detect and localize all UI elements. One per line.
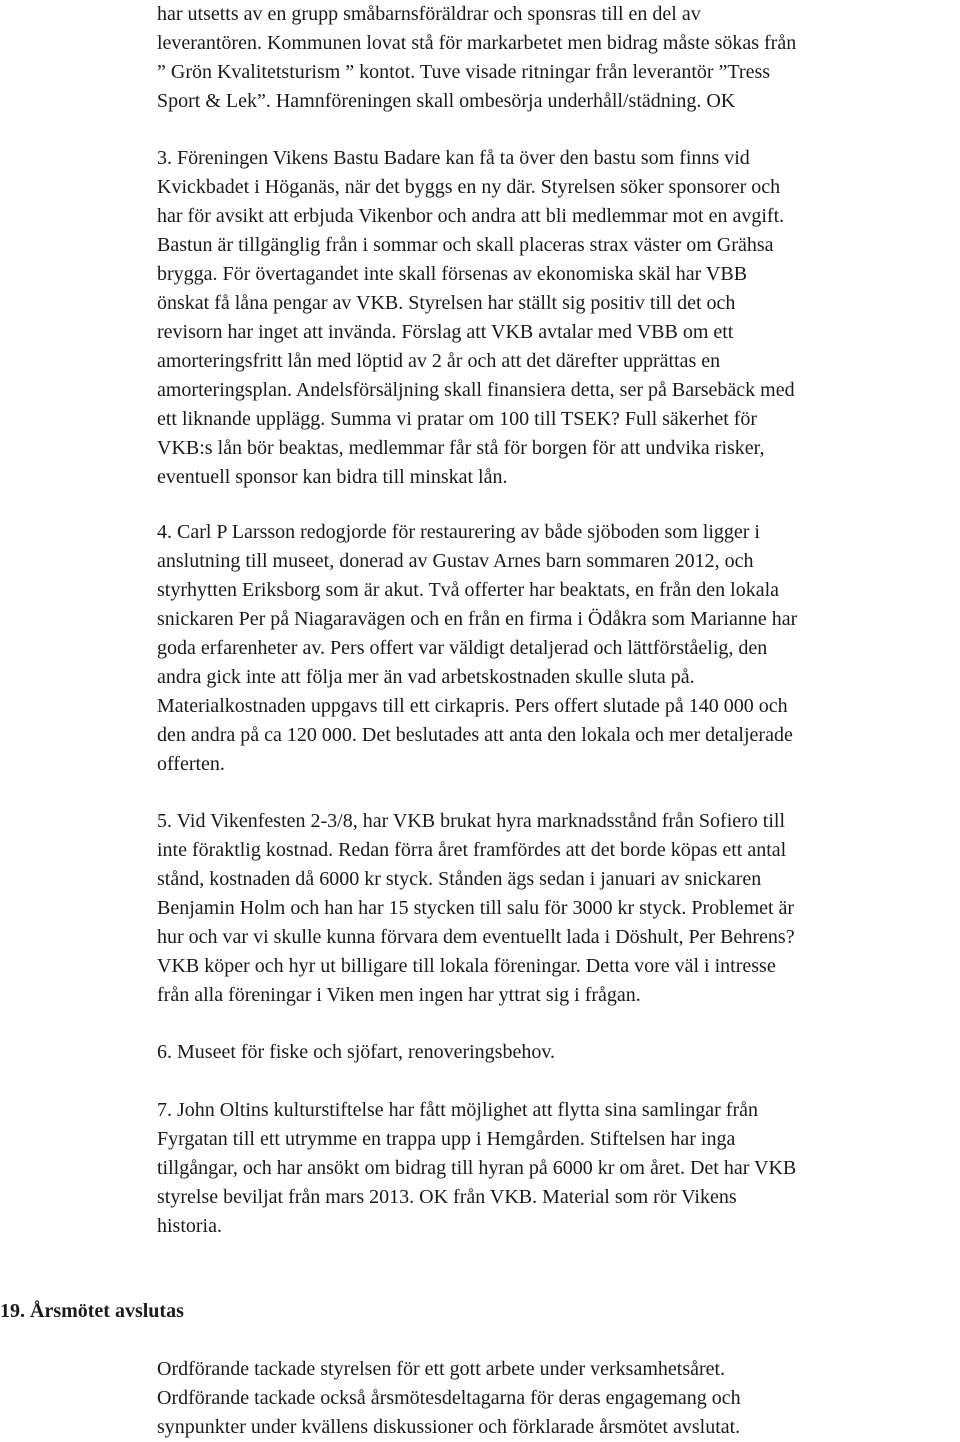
text-line: Materialkostnaden uppgavs till ett cirkapris. Pers offert slutade på 140 000 och — [157, 695, 788, 717]
text-line: Bastun är tillgänglig från i sommar och skall placeras strax väster om Grähsa — [157, 234, 774, 256]
closing-paragraph — [157, 1355, 957, 1442]
text-line: från alla föreningar i Viken men ingen har yttrat sig i frågan. — [157, 984, 641, 1006]
text-line: VKB:s lån bör beaktas, medlemmar får stå för borgen för att undvika risker, — [157, 437, 765, 459]
text-line: anslutning till museet, donerad av Gustav Arnes barn sommaren 2012, och — [157, 550, 754, 572]
item-6-paragraph — [157, 1038, 957, 1067]
text-line: amorteringsplan. Andelsförsäljning skall finansiera detta, ser på Barsebäck med — [157, 379, 795, 401]
text-line: 3. Föreningen Vikens Bastu Badare kan få ta över den bastu som finns vid — [157, 147, 750, 169]
text-line: hur och var vi skulle kunna förvara dem eventuellt lada i Döshult, Per Behrens? — [157, 926, 795, 948]
text-line: 4. Carl P Larsson redogjorde för restaurering av både sjöboden som ligger i — [157, 521, 760, 543]
text-line: ett liknande upplägg. Summa vi pratar om 100 till TSEK? Full säkerhet för — [157, 408, 758, 430]
text-line: Fyrgatan till ett utrymme en trappa upp i Hemgården. Stiftelsen har inga — [157, 1128, 736, 1150]
text-line: synpunkter under kvällens diskussioner och förklarade årsmötet avslutat. — [157, 1416, 741, 1438]
text-line: 5. Vid Vikenfesten 2-3/8, har VKB brukat hyra marknadsstånd från Sofiero till — [157, 810, 786, 832]
text-line: styrelse beviljat från mars 2013. OK från VKB. Material som rör Vikens — [157, 1186, 737, 1208]
text-line: tillgångar, och har ansökt om bidrag till hyran på 6000 kr om året. Det har VKB — [157, 1157, 797, 1179]
item-3-paragraph — [157, 144, 957, 492]
text-line: önskat få låna pengar av VKB. Styrelsen har ställt sig positiv till det och — [157, 292, 736, 314]
text-line: 6. Museet för fiske och sjöfart, renoveringsbehov. — [157, 1041, 556, 1063]
text-line: har utsetts av en grupp småbarnsföräldrar och sponsras till en del av — [157, 3, 701, 25]
text-line: brygga. För övertagandet inte skall försenas av ekonomiska skäl har VBB — [157, 263, 748, 285]
text-line: Benjamin Holm och han har 15 stycken till salu för 3000 kr styck. Problemet är — [157, 897, 795, 919]
item-4-paragraph — [157, 518, 957, 779]
text-line: stånd, kostnaden då 6000 kr styck. Stånden ägs sedan i januari av snickaren — [157, 868, 762, 890]
text-line: Kvickbadet i Höganäs, när det byggs en ny där. Styrelsen söker sponsorer och — [157, 176, 781, 198]
item-2-continued-paragraph — [157, 0, 957, 116]
text-line: den andra på ca 120 000. Det beslutades att anta den lokala och mer detaljerade — [157, 724, 793, 746]
text-line: snickaren Per på Niagaravägen och en från en firma i Ödåkra som Marianne har — [157, 608, 798, 630]
text-line: offerten. — [157, 753, 225, 775]
item-7-paragraph — [157, 1096, 957, 1241]
text-line: har för avsikt att erbjuda Vikenbor och andra att bli medlemmar mot en avgift. — [157, 205, 785, 227]
text-line: historia. — [157, 1215, 222, 1237]
text-line: Sport & Lek”. Hamnföreningen skall ombesörja underhåll/städning. OK — [157, 90, 736, 112]
text-line: eventuell sponsor kan bidra till minskat lån. — [157, 466, 508, 488]
text-line: ” Grön Kvalitetsturism ” kontot. Tuve visade ritningar från leverantör ”Tress — [157, 61, 771, 83]
text-line: amorteringsfritt lån med löptid av 2 år och att det därefter upprättas en — [157, 350, 721, 372]
text-line: revisorn har inget att invända. Förslag att VKB avtalar med VBB om ett — [157, 321, 734, 343]
text-line: leverantören. Kommunen lovat stå för markarbetet men bidrag måste sökas från — [157, 32, 797, 54]
text-line: VKB köper och hyr ut billigare till lokala föreningar. Detta vore väl i intresse — [157, 955, 776, 977]
text-line: styrhytten Eriksborg som är akut. Två offerter har beaktats, en från den lokala — [157, 579, 780, 601]
text-line: andra gick inte att följa mer än vad arbetskostnaden skulle sluta på. — [157, 666, 695, 688]
section-heading: 19. Årsmötet avslutas — [0, 1300, 184, 1322]
text-line: Ordförande tackade också årsmötesdeltagarna för deras engagemang och — [157, 1387, 741, 1409]
text-line: Ordförande tackade styrelsen för ett gott arbete under verksamhetsåret. — [157, 1358, 726, 1380]
text-line: goda erfarenheter av. Pers offert var väldigt detaljerad och lättförståelig, den — [157, 637, 768, 659]
text-line: 7. John Oltins kulturstiftelse har fått möjlighet att flytta sina samlingar från — [157, 1099, 758, 1121]
text-line: inte föraktlig kostnad. Redan förra året framfördes att det borde köpas ett antal — [157, 839, 787, 861]
item-5-paragraph — [157, 807, 957, 1010]
